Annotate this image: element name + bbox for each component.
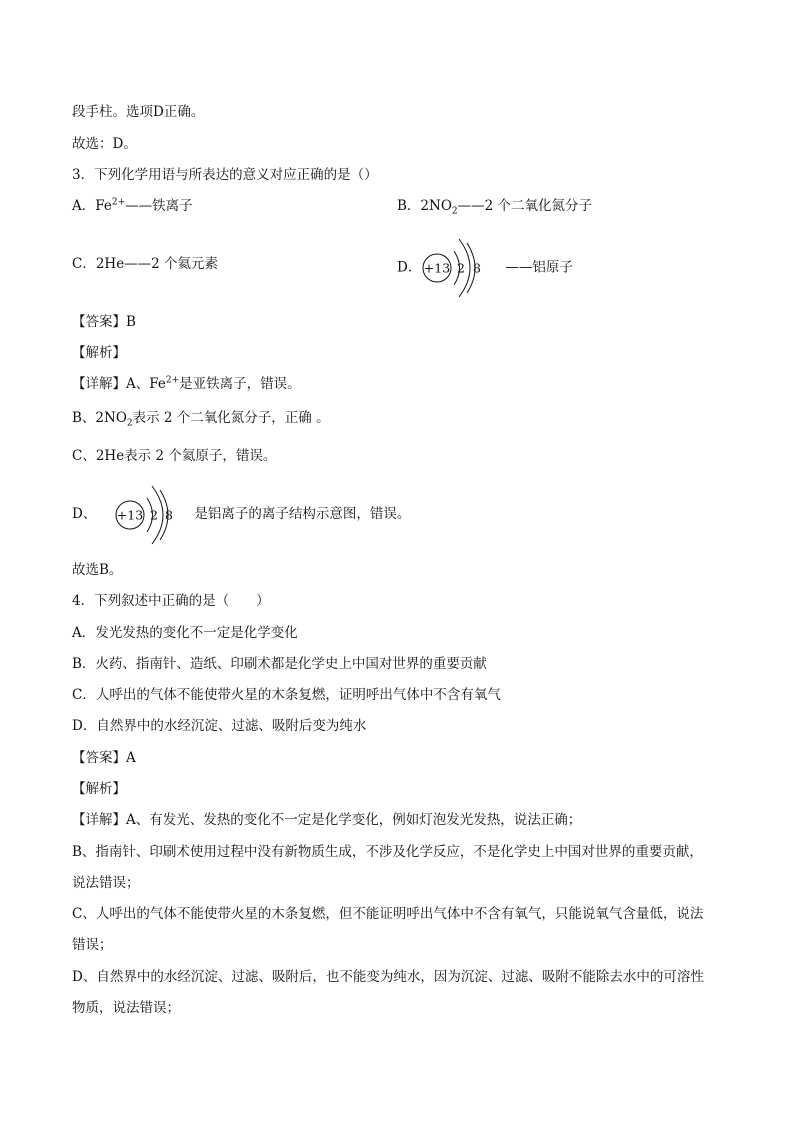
q4-detail-c-1: [72, 905, 703, 923]
q3-option-a: [72, 197, 193, 215]
text: ——铁离子: [125, 198, 193, 214]
q4-detail-b-2: [72, 874, 140, 892]
subscript: 2: [126, 418, 133, 429]
text: D．: [397, 259, 422, 276]
superscript: 2+: [111, 197, 126, 208]
text: 段手柱。选项D正确。: [72, 104, 205, 120]
q3-detail-a: [72, 375, 301, 393]
shell-2-count: 8: [473, 260, 482, 276]
text: C．人呼出的气体不能使带火星的木条复燃，证明呼出气体中不含有氧气: [72, 687, 501, 703]
q4-detail-d-2: [72, 999, 180, 1017]
text: D、: [72, 506, 97, 522]
q4-option-a: [72, 624, 298, 642]
q3-choose: [72, 561, 122, 579]
text: ——铝原子: [505, 259, 573, 276]
text: 【详解】A、Fe: [72, 376, 166, 392]
text: 【答案】A: [72, 750, 136, 766]
question-3-stem: [72, 166, 378, 184]
q4-option-c: [72, 686, 501, 704]
aluminum-atom-diagram: [421, 238, 505, 298]
q4-detail-d-1: [72, 968, 704, 986]
shell-2-count: 8: [165, 507, 174, 522]
text: A．发光发热的变化不一定是化学变化: [72, 625, 298, 641]
question-4-stem: [72, 592, 270, 610]
text: C．2He——2 个氦元素: [72, 256, 219, 272]
q4-detail-a: [72, 811, 581, 829]
q4-detail-b-1: [72, 843, 703, 861]
q3-detail-c: [72, 447, 276, 465]
q4-answer: [72, 749, 136, 767]
q3-detail-b: [72, 409, 330, 427]
q4-detail-c-2: [72, 936, 113, 954]
text-line: [72, 135, 137, 153]
q3-option-b: [397, 197, 592, 215]
text: 3．下列化学用语与所表达的意义对应正确的是（）: [72, 167, 378, 183]
q3-option-c: [72, 255, 218, 273]
text: C、2He表示 2 个氦原子，错误。: [72, 448, 277, 464]
q3-detail-d: [72, 484, 410, 545]
text: 【解析】: [72, 781, 126, 797]
text: 【解析】: [72, 345, 126, 361]
text: 4．下列叙述中正确的是（ ）: [72, 593, 270, 609]
text: 说法错误；: [72, 875, 140, 891]
text: ——2 个二氧化氮分子: [457, 198, 593, 214]
q4-option-d: [72, 717, 366, 735]
text: 故选：D。: [72, 136, 137, 152]
text: B、2NO: [72, 410, 127, 426]
text: 是亚铁离子，错误。: [179, 376, 301, 392]
q3-answer: [72, 313, 136, 331]
nucleus-label: +13: [424, 260, 451, 276]
text: 是铝离子的离子结构示意图，错误。: [194, 506, 411, 522]
q4-option-b: [72, 655, 487, 673]
text: D、自然界中的水经沉淀、过滤、吸附后，也不能变为纯水，因为沉淀、过滤、吸附不能除去水中的可溶性: [72, 969, 704, 985]
q3-option-d: [397, 238, 573, 298]
text: B、指南针、印刷术使用过程中没有新物质生成，不涉及化学反应，不是化学史上中国对世界的重要贡献，: [72, 844, 703, 860]
text-line: [72, 103, 204, 121]
text: 【详解】A、有发光、发热的变化不一定是化学变化，例如灯泡发光发热，说法正确；: [72, 812, 582, 828]
text: B．火药、指南针、造纸、印刷术都是化学史上中国对世界的重要贡献: [72, 656, 487, 672]
text: 表示 2 个二氧化氮分子，正确 。: [132, 410, 330, 426]
nucleus-label: +13: [117, 507, 144, 522]
text: 错误；: [72, 937, 113, 953]
text: D．自然界中的水经沉淀、过滤、吸附后变为纯水: [72, 718, 367, 734]
text: 【答案】B: [72, 314, 136, 330]
text: 物质，说法错误；: [72, 1000, 180, 1016]
q4-analysis-heading: [72, 780, 126, 798]
text: B．2NO: [397, 198, 452, 214]
aluminum-ion-diagram: [114, 485, 194, 545]
text: 故选B。: [72, 562, 123, 578]
q3-analysis-heading: [72, 344, 126, 362]
shell-1-count: 2: [457, 260, 466, 276]
shell-1-count: 2: [150, 507, 159, 522]
subscript: 2: [451, 206, 458, 217]
superscript: 2+: [165, 375, 180, 386]
text: C、人呼出的气体不能使带火星的木条复燃，但不能证明呼出气体中不含有氧气，只能说氧气含量低，说法: [72, 906, 704, 922]
text: A．Fe: [72, 198, 112, 214]
